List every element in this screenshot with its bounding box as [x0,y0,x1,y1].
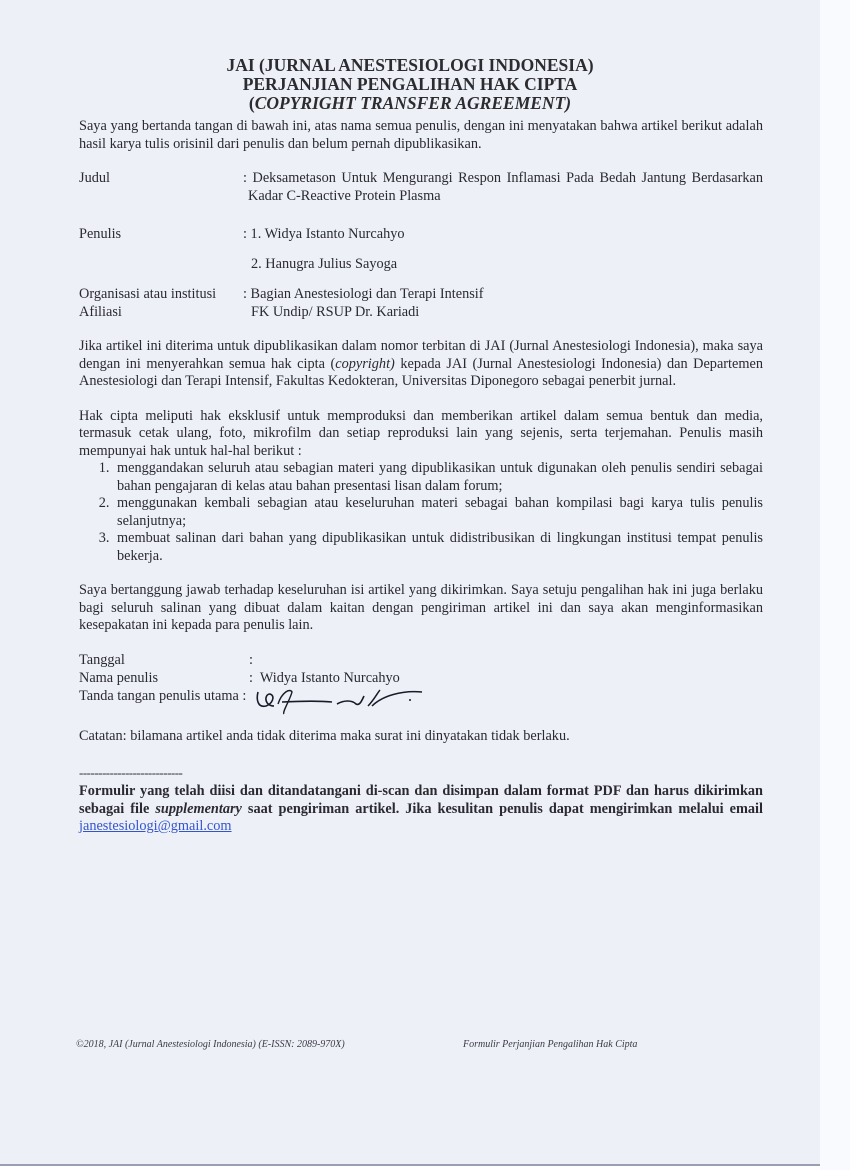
page-bottom-edge [0,1164,820,1166]
rights-list-item: 1. menggandakan seluruh atau sebagian materi yang dipublikasikan untuk digunakan oleh penulis sendiri sebagai bahan pengajaran di kelas atau bahan presentasi lisan dalam forum; [113,460,763,495]
email-link[interactable]: janestesiologi@gmail.com [79,818,232,834]
responsibility-paragraph: Saya bertanggung jawab terhadap keseluruhan isi artikel yang dikirimkan. Saya setuju pengalihan hak ini juga berlaku bagi seluruh salinan yang dibuat dalam kaitan dengan pengiriman artikel ini dan saya akan menginformasikan kesepakatan ini kepada para penulis lain. [79,582,763,633]
paren-close: ) [565,93,572,113]
field-penulis [79,226,763,244]
nama-label: Nama penulis [79,669,159,686]
judul-value [243,170,763,205]
tanggal-row [79,652,763,670]
nama-value: : Widya Istanto Nurcahyo [249,669,400,686]
penulis-1: : 1. Widya Istanto Nurcahyo [243,226,405,242]
subtitle-italic: COPYRIGHT TRANSFER AGREEMENT [254,93,566,113]
field-organisasi [79,286,763,304]
rights-list-item: 3. membuat salinan dari bahan yang dipublikasikan untuk didistribusikan di lingkungan institusi tempat penulis bekerja. [113,530,763,565]
field-afiliasi [79,304,763,322]
afiliasi-label: Afiliasi [79,303,122,320]
agreement-subtitle [0,94,820,113]
rights-paragraph: Hak cipta meliputi hak eksklusif untuk memproduksi dan memberikan artikel dalam semua bentuk dan media, termasuk cetak ulang, foto, mikrofilm dan setiap reproduksi lain yang sejenis, serta terjemahan. Penulis masih mempunyai hak untuk hal-hal berikut : [79,407,763,459]
field-judul [79,170,763,205]
penulis-label: Penulis [79,226,122,242]
signature-block [79,652,763,706]
judul-text: : Deksametason Untuk Mengurangi Respon Inflamasi Pada Bedah Jantung Berdasarkan Kadar C-Reactive Protein Plasma [243,170,763,204]
ttd-label: Tanda tangan penulis utama : [79,687,247,704]
paren-open: ( [248,93,255,113]
signature-image [252,682,432,706]
organisasi-label: Organisasi atau institusi [79,286,217,302]
tanggal-value: : [249,651,253,668]
judul-label: Judul [79,170,110,186]
penulis-2: 2. Hanugra Julius Sayoga [251,255,398,272]
scanner-margin [820,0,850,1170]
submission-note: Formulir yang telah diisi dan ditandatangani di-scan dan disimpan dalam format PDF dan harus dikirimkan sebagai file supplementary saat pengiriman artikel. Jika kesulitan penulis dapat mengirimkan melalui email janestesiologi@gmail.com [79,783,763,834]
document-body [79,118,763,836]
catatan-note: Catatan: bilamana artikel anda tidak diterima maka surat ini dinyatakan tidak berlaku. [79,727,570,744]
publish-paragraph: Jika artikel ini diterima untuk dipublikasikan dalam nomor terbitan di JAI (Jurnal Anestesiologi Indonesia), maka saya dengan ini menyerahkan semua hak cipta (copyright) kepada JAI (Jurnal Anestesiologi Indonesia) dan Departemen Anestesiologi dan Terapi Intensif, Fakultas Kedokteran, Universitas Diponegoro sebagai penerbit jurnal. [79,338,763,389]
intro-paragraph: Saya yang bertanda tangan di bawah ini, atas nama semua penulis, dengan ini menyatakan bahwa artikel berikut adalah hasil karya tulis orisinil dari penulis dan belum pernah dipublikasikan. [79,118,763,152]
organisasi-value-1: : Bagian Anestesiologi dan Terapi Intensif [243,286,484,302]
rights-list-item: 2. menggunakan kembali sebagian atau keseluruhan materi sebagai bahan kompilasi bagi karya tulis penulis selanjutnya; [113,495,763,530]
separator-line: --------------------------- [79,765,183,780]
field-penulis-2 [79,256,763,274]
document-title [0,56,820,113]
tanggal-label: Tanggal [79,651,125,668]
journal-title: JAI (JURNAL ANESTESIOLOGI INDONESIA) [226,55,594,75]
ttd-row [79,688,763,706]
rights-list [79,460,763,565]
footer-copyright: ©2018, JAI (Jurnal Anestesiologi Indonesia) (E-ISSN: 2089-970X) [76,1039,345,1050]
supplementary-italic: supplementary [155,800,242,817]
footer-form-title: Formulir Perjanjian Pengalihan Hak Cipta [463,1039,638,1050]
organisasi-value-2: FK Undip/ RSUP Dr. Kariadi [251,303,420,320]
agreement-title: PERJANJIAN PENGALIHAN HAK CIPTA [242,74,578,94]
copyright-italic: copyright) [335,355,395,372]
